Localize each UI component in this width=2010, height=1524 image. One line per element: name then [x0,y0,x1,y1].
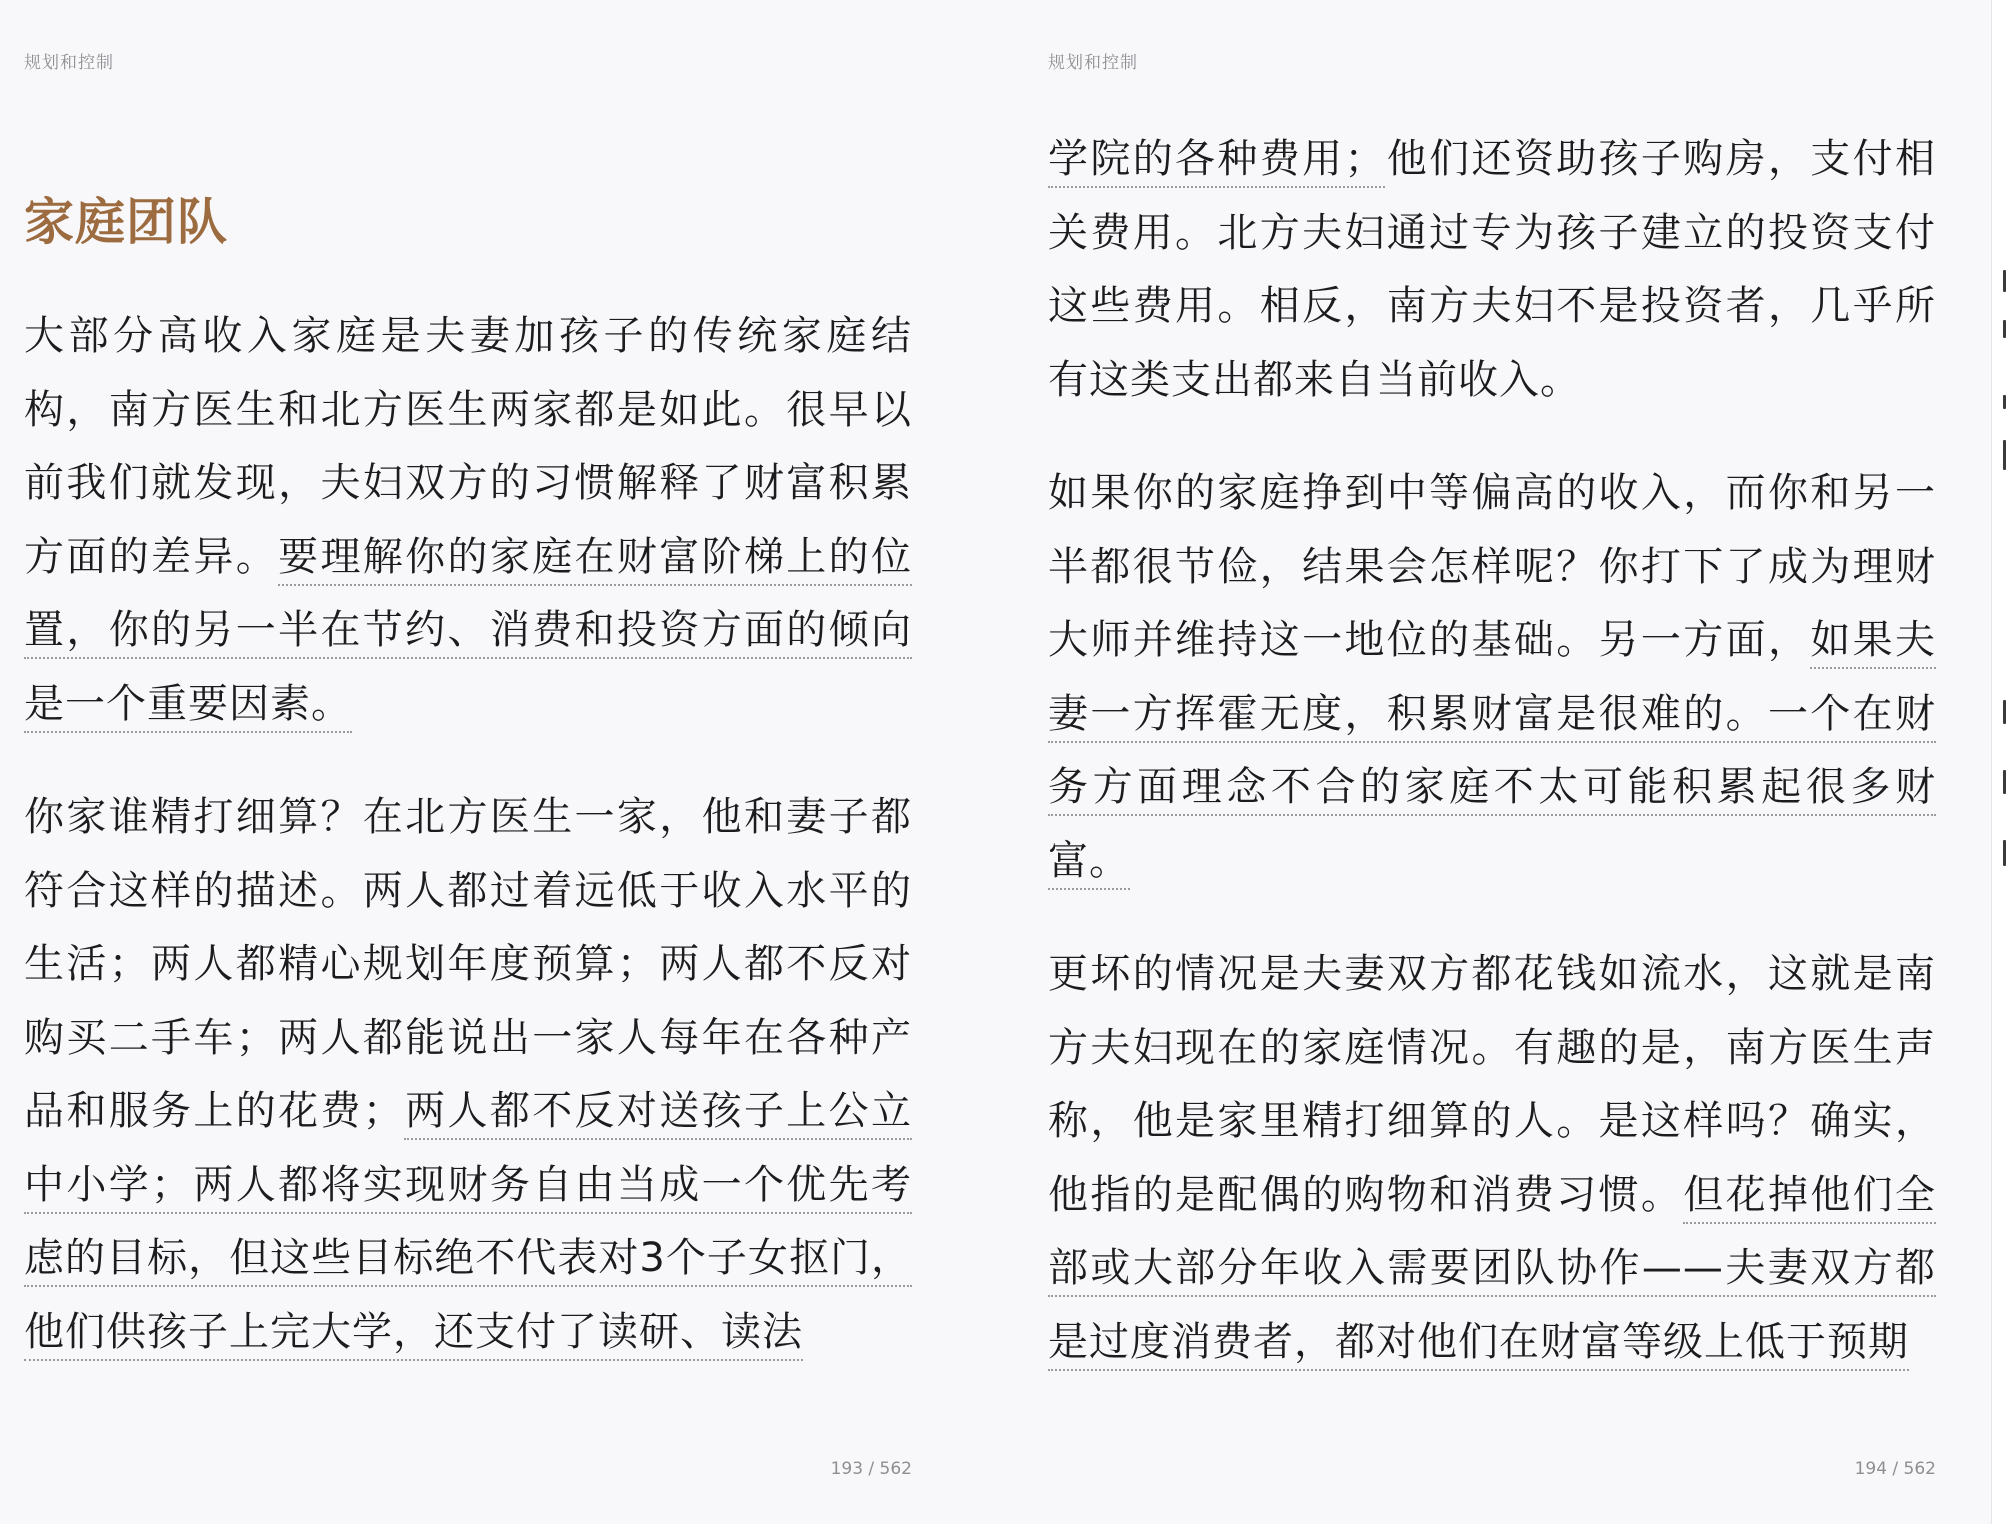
highlighted-text[interactable]: 学院的各种费用； [1048,136,1385,188]
running-head-left: 规划和控制 [24,53,114,73]
highlighted-text[interactable]: 要理解你的家庭在财富阶梯上的位置，你的另一半在节约、消费和投资方面的倾向是一个重要因素。 [24,534,912,733]
highlighted-text[interactable]: 如果夫妻一方挥霍无度，积累财富是很难的。一个在财务方面理念不合的家庭不太可能积累起很多财富。 [1048,617,1936,890]
paragraph-text: 如果你的家庭挣到中等偏高的收入，而你和另一半都很节俭，结果会怎样呢？你打下了成为理财大师并维持这一地位的基础。另一方面， [1048,470,1936,663]
paragraph [24,781,912,1369]
edge-mark [2003,700,2006,724]
edge-mark [2003,320,2006,338]
paragraph-text: 大部分高收入家庭是夫妻加孩子的传统家庭结构，南方医生和北方医生两家都是如此。很早以前我们就发现，夫妇双方的习惯解释了财富积累方面的差异。 [24,313,912,580]
paragraph-text: 你家谁精打细算？在北方医生一家，他和妻子都符合这样的描述。两人都过着远低于收入水平的生活；两人都精心规划年度预算；两人都不反对购买二手车；两人都能说出一家人每年在各种产品和服务上的花费； [24,794,912,1134]
right-page [1048,0,1936,1524]
left-page-body [24,300,912,1369]
highlighted-text[interactable]: 两人都不反对送孩子上公立中小学；两人都将实现财务自由当成一个优先考虑的目标，但这些目标绝不代表对3个子女抠门，他们供孩子上完大学，还支付了读研、读法 [24,1088,912,1361]
edge-mark [2003,840,2006,866]
left-page [24,0,912,1524]
paragraph-text: 他们还资助孩子购房，支付相关费用。北方夫妇通过专为孩子建立的投资支付这些费用。相反，南方夫妇不是投资者，几乎所有这类支出都来自当前收入。 [1048,136,1937,403]
paragraph-text: 更坏的情况是夫妻双方都花钱如流水，这就是南方夫妇现在的家庭情况。有趣的是，南方医生声称，他是家里精打细算的人。是这样吗？确实，他指的是配偶的购物和消费习惯。 [1048,951,1936,1218]
page-number-right: 194 / 562 [1854,1459,1936,1479]
paragraph [1048,457,1936,898]
chapter-title: 家庭团队 [24,192,228,251]
edge-mark [2003,395,2006,409]
paragraph [1048,938,1936,1379]
highlighted-text[interactable]: 但花掉他们全部或大部分年收入需要团队协作——夫妻双方都是过度消费者，都对他们在财富等级上低于预期 [1048,1172,1936,1371]
paragraph [24,300,912,741]
page-number-left: 193 / 562 [830,1459,912,1479]
paragraph [1048,123,1936,417]
edge-mark [2003,270,2006,292]
edge-mark [2003,440,2006,470]
edge-mark [2003,770,2006,794]
adjacent-window-edge[interactable] [1991,0,2010,1524]
running-head-right: 规划和控制 [1048,53,1138,73]
right-page-body [1048,123,1936,1379]
